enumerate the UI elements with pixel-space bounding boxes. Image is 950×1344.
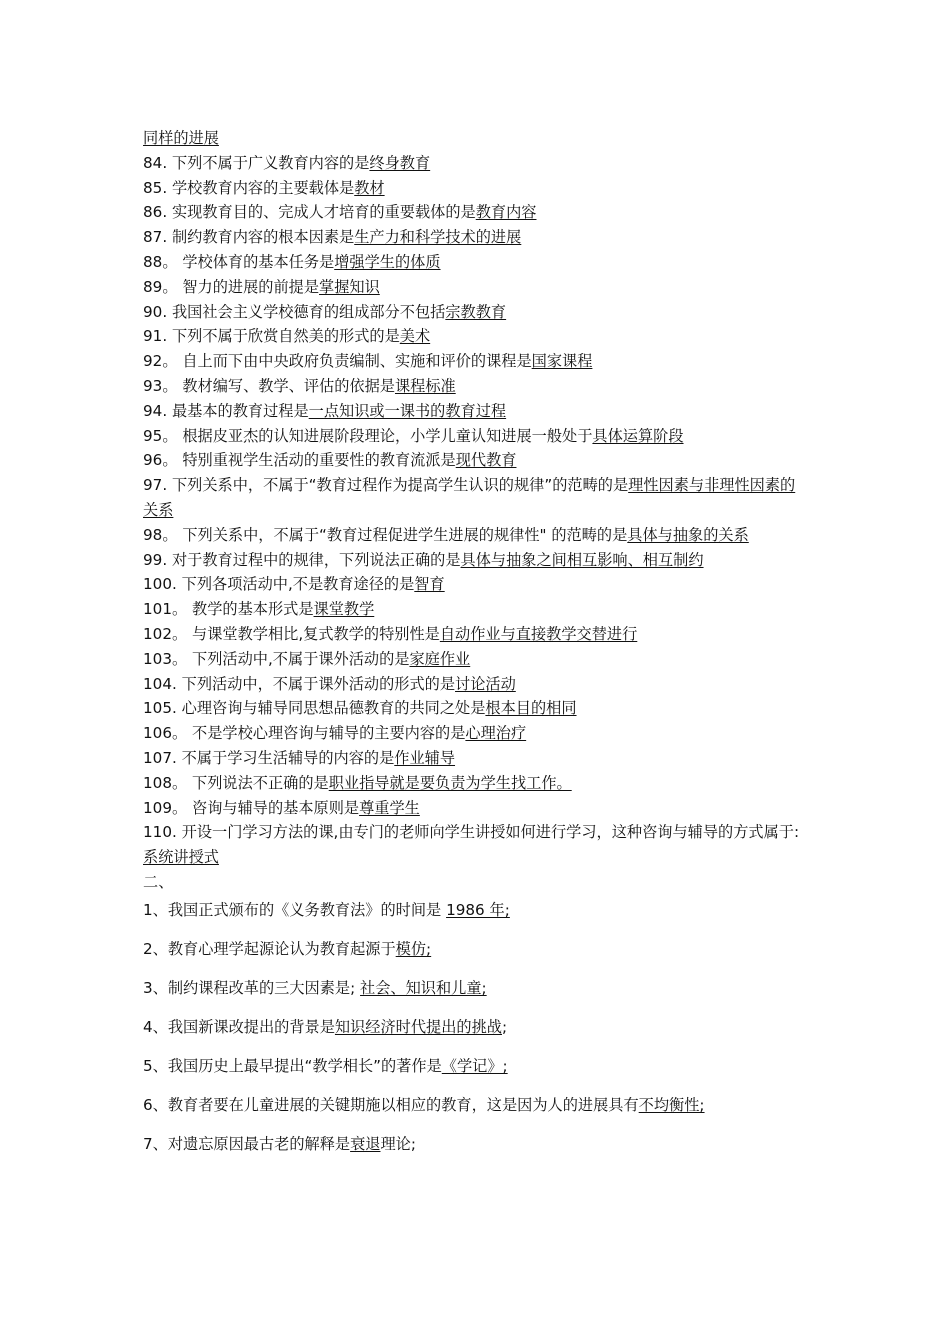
answer-text: 具体运算阶段: [592, 426, 684, 445]
answer-text: 同样的进展: [143, 129, 219, 147]
question-line: [143, 324, 808, 349]
question-line: [143, 771, 808, 796]
question-text: 91. 下列不属于欣赏自然美的形式的是: [143, 327, 400, 346]
answer-text: 宗教教育: [445, 302, 507, 321]
question-text: 102。 与课堂教学相比,复式教学的特别性是: [143, 624, 440, 643]
question-text: 108。 下列说法不正确的是: [143, 773, 329, 792]
question-text: 107. 不属于学习生活辅导的内容的是: [143, 748, 395, 767]
answer-text: 美术: [399, 327, 431, 346]
question-line: [143, 672, 808, 697]
question-line: [143, 176, 808, 201]
question-line: [143, 250, 808, 275]
question-line: [143, 1015, 808, 1040]
answer-text: 现代教育: [455, 451, 517, 470]
question-text: 3、制约课程改革的三大因素是;: [143, 978, 361, 997]
question-line: [143, 870, 808, 895]
question-text: 84. 下列不属于广义教育内容的是: [143, 153, 370, 172]
question-line: [143, 424, 808, 449]
answer-text: 智育: [414, 575, 445, 594]
question-text: 5、我国历史上最早提出“教学相长”的著作是: [143, 1056, 442, 1075]
question-line: [143, 349, 808, 374]
question-line: [143, 898, 808, 923]
question-line: [143, 399, 808, 424]
question-text: 87. 制约教育内容的根本因素是: [143, 228, 355, 247]
question-line: [143, 647, 808, 672]
answer-text: 掌握知识: [319, 277, 380, 296]
answer-text: 知识经济时代提出的挑战: [334, 1017, 502, 1036]
answer-text: 一点知识或一课书的教育过程: [308, 401, 507, 420]
question-text: 97. 下列关系中，不属于“教育过程作为提高学生认识的规律”的范畴的是: [143, 476, 629, 495]
answer-text: 具体与抽象之间相互影响、相互制约: [460, 550, 704, 569]
question-line: [143, 300, 808, 325]
question-line: [143, 1054, 808, 1079]
answer-text: 系统讲授式: [143, 848, 219, 867]
question-text: 92。 自上而下由中央政府负责编制、实施和评价的课程是: [143, 352, 532, 371]
question-text: 103。 下列活动中,不属于课外活动的是: [143, 649, 410, 668]
question-text: 109。 咨询与辅导的基本原则是: [143, 798, 360, 817]
question-line: [143, 622, 808, 647]
answer-text: 国家课程: [531, 352, 593, 371]
answer-text: 社会、知识和儿童;: [360, 978, 487, 997]
question-text: 105. 心理咨询与辅导同思想品德教育的共同之处是: [143, 699, 486, 718]
question-line: [143, 746, 808, 771]
answer-text: 讨论活动: [455, 674, 516, 693]
question-line: [143, 597, 808, 622]
answer-text: 模仿;: [395, 939, 432, 958]
question-text: 89。 智力的进展的前提是: [143, 277, 320, 296]
question-line: [143, 796, 808, 821]
question-text: 二、: [143, 872, 174, 891]
answer-text: 自动作业与直接教学交替进行: [439, 624, 638, 643]
question-line: [143, 696, 808, 721]
question-text: 7、对遗忘原因最古老的解释是: [143, 1134, 351, 1153]
answer-text: 生产力和科学技术的进展: [354, 228, 522, 247]
question-text: 106。 不是学校心理咨询与辅导的主要内容的是: [143, 724, 466, 743]
question-line: [143, 225, 808, 250]
answer-text: 职业指导就是要负责为学生找工作。: [328, 773, 572, 792]
question-line: [143, 473, 808, 523]
answer-text: 家庭作业: [409, 649, 471, 668]
question-line: [143, 275, 808, 300]
question-text: 99. 对于教育过程中的规律，下列说法正确的是: [143, 550, 461, 569]
question-text: 93。 教材编写、教学、评估的依据是: [143, 376, 395, 395]
question-line: [143, 721, 808, 746]
question-line: [143, 1132, 808, 1157]
question-text: 110. 开设一门学习方法的课,由专门的老师向学生讲授如何进行学习，这种咨询与辅导的方式属于:: [143, 823, 800, 842]
answer-text: 心理治疗: [465, 724, 527, 743]
question-text: 95。 根据皮亚杰的认知进展阶段理论，小学儿童认知进展一般处于: [143, 426, 593, 445]
answer-text: 终身教育: [369, 153, 431, 172]
answer-text: 《学记》;: [441, 1056, 508, 1075]
question-text: 101。 教学的基本形式是: [143, 600, 314, 619]
answer-text: 具体与抽象的关系: [627, 525, 749, 544]
answer-text: 教育内容: [475, 203, 537, 222]
question-text: 100. 下列各项活动中,不是教育途径的是: [143, 575, 415, 594]
answer-text: 教材: [354, 178, 385, 197]
answer-text: 理性因素与非理性因素的关系: [143, 476, 796, 519]
question-text: 86. 实现教育目的、完成人才培育的重要载体的是: [143, 203, 476, 222]
question-line: [143, 820, 808, 870]
question-list-section-2: [143, 898, 808, 1171]
answer-text: 增强学生的体质: [334, 252, 441, 271]
question-text: 96。 特别重视学生活动的重要性的教育流派是: [143, 451, 456, 470]
question-line: [143, 151, 808, 176]
question-line: [143, 937, 808, 962]
question-text: 88。 学校体育的基本任务是: [143, 252, 335, 271]
answer-text: 不均衡性;: [638, 1095, 705, 1114]
question-text: 1、我国正式颁布的《义务教育法》的时间是: [143, 901, 447, 919]
suffix-text: 理论;: [380, 1134, 416, 1153]
answer-text: 尊重学生: [359, 798, 420, 817]
question-text: 90. 我国社会主义学校德育的组成部分不包括: [143, 302, 446, 321]
answer-text: 课堂教学: [313, 600, 375, 619]
question-line: [143, 523, 808, 548]
question-text: 98。 下列关系中，不属于“教育过程促进学生进展的规律性" 的范畴的是: [143, 525, 628, 544]
answer-text: 作业辅导: [394, 748, 456, 767]
question-line: [143, 1093, 808, 1118]
question-text: 104. 下列活动中，不属于课外活动的形式的是: [143, 674, 456, 693]
question-text: 94. 最基本的教育过程是: [143, 401, 309, 420]
question-line: [143, 126, 808, 151]
suffix-text: ;: [501, 1017, 508, 1036]
question-line: [143, 200, 808, 225]
question-line: [143, 448, 808, 473]
question-line: [143, 572, 808, 597]
question-line: [143, 374, 808, 399]
answer-text: 1986 年;: [446, 901, 510, 919]
question-line: [143, 976, 808, 1001]
question-text: 2、教育心理学起源论认为教育起源于: [143, 939, 396, 958]
answer-text: 课程标准: [394, 376, 456, 395]
answer-text: 根本目的相同: [485, 699, 577, 718]
question-line: [143, 548, 808, 573]
question-text: 6、教育者要在儿童进展的关键期施以相应的教育，这是因为人的进展具有: [143, 1095, 639, 1114]
answer-text: 衰退: [350, 1134, 381, 1153]
question-text: 85. 学校教育内容的主要载体是: [143, 178, 355, 197]
question-text: 4、我国新课改提出的背景是: [143, 1017, 335, 1036]
question-list-section-1: [143, 126, 808, 895]
